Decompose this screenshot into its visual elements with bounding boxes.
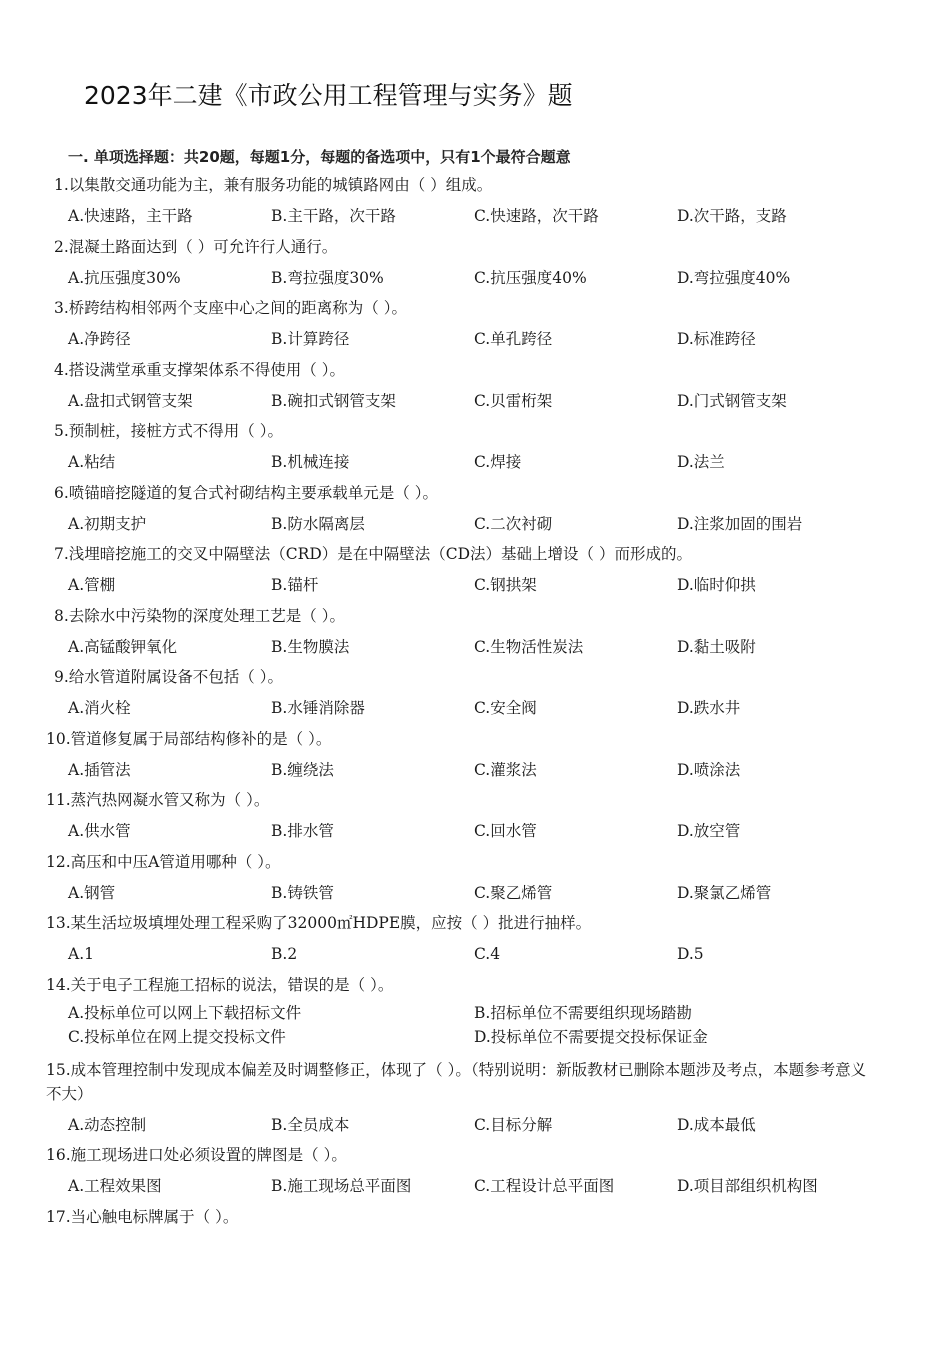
question-stem	[46, 785, 876, 816]
question-number: 5.	[54, 422, 69, 440]
answer-option: C.灌浆法	[474, 760, 537, 779]
answer-option: D.投标单位不需要提交投标保证金	[474, 1027, 708, 1046]
question-text: 管道修复属于局部结构修补的是（ ）。	[70, 729, 332, 748]
option-row	[0, 878, 950, 909]
question-number: 6.	[54, 483, 69, 502]
answer-option: C.抗压强度40%	[474, 268, 587, 287]
answer-option: C.钢拱架	[474, 576, 537, 594]
question-number: 15.	[46, 1060, 71, 1079]
question-text: 施工现场进口处必须设置的牌图是（ ）。	[70, 1146, 347, 1164]
question-number: 3.	[54, 299, 69, 317]
answer-option: A.消火栓	[68, 699, 131, 717]
answer-option: B.计算跨径	[271, 330, 350, 348]
question-item	[0, 908, 950, 970]
answer-option: D.放空管	[677, 822, 741, 840]
question-text: 浅埋暗挖施工的交叉中隔壁法（CRD）是在中隔壁法（CD法）基础上增设（ ）而形成的。	[68, 545, 692, 563]
option-row	[0, 816, 950, 847]
question-item	[0, 970, 950, 1055]
question-number: 2.	[54, 237, 69, 256]
answer-option: C.投标单位在网上提交投标文件	[68, 1027, 286, 1046]
question-text: 成本管理控制中发现成本偏差及时调整修正，体现了（ ）。（特别说明：新版教材已删除本题涉及考点，本题参考意义不大）	[46, 1060, 867, 1103]
answer-option: C.二次衬砌	[474, 514, 553, 533]
option-row	[0, 509, 950, 540]
question-stem	[54, 355, 884, 386]
question-item	[0, 416, 950, 478]
question-item	[0, 662, 950, 724]
answer-option: B.铸铁管	[271, 883, 334, 902]
question-number: 17.	[46, 1207, 71, 1226]
answer-option: B.招标单位不需要组织现场踏勘	[474, 1003, 692, 1022]
answer-option: A.供水管	[68, 822, 131, 840]
question-item	[0, 355, 950, 417]
answer-option: B.防水隔离层	[271, 514, 365, 533]
question-item	[0, 1055, 950, 1141]
question-item	[0, 232, 950, 294]
question-number: 7.	[54, 545, 69, 563]
answer-option: A.工程效果图	[68, 1177, 162, 1195]
option-row	[0, 939, 950, 970]
question-stem	[46, 724, 876, 755]
question-item	[0, 601, 950, 663]
answer-option: B.机械连接	[271, 453, 350, 471]
page-title: 2023年二建《市政公用工程管理与实务》题	[84, 81, 573, 110]
question-text: 高压和中压A管道用哪种（ ）。	[70, 852, 281, 871]
answer-option: A.动态控制	[68, 1115, 147, 1134]
answer-option: A.盘扣式钢管支架	[68, 391, 193, 410]
answer-option: A.初期支护	[68, 514, 147, 533]
question-stem	[54, 293, 884, 324]
answer-option: D.聚氯乙烯管	[677, 883, 772, 902]
question-stem	[46, 1140, 876, 1171]
question-text: 搭设满堂承重支撑架体系不得使用（ ）。	[68, 360, 345, 379]
answer-option: D.次干路，支路	[677, 207, 787, 225]
question-text: 给水管道附属设备不包括（ ）。	[68, 668, 283, 686]
question-item	[0, 785, 950, 847]
answer-option: B.缠绕法	[271, 760, 334, 779]
question-stem	[46, 970, 876, 1001]
question-number: 14.	[46, 975, 71, 994]
answer-option: C.聚乙烯管	[474, 883, 553, 902]
answer-option: D.黏土吸附	[677, 637, 756, 656]
answer-option: A.管棚	[68, 576, 116, 594]
question-number: 12.	[46, 852, 71, 871]
answer-option: B.施工现场总平面图	[271, 1177, 412, 1195]
question-stem	[54, 170, 884, 201]
question-item	[0, 478, 950, 540]
answer-option: B.水锤消除器	[271, 699, 365, 717]
question-item	[0, 170, 950, 232]
answer-option: B.2	[271, 945, 298, 963]
question-stem	[54, 539, 884, 570]
answer-option: B.排水管	[271, 822, 334, 840]
question-stem	[54, 232, 884, 263]
question-item	[0, 539, 950, 601]
question-stem	[46, 847, 876, 878]
option-row	[0, 324, 950, 355]
answer-option: C.贝雷桁架	[474, 391, 553, 410]
answer-option: B.锚杆	[271, 576, 319, 594]
question-list	[0, 170, 950, 1233]
question-item	[0, 293, 950, 355]
option-row	[0, 570, 950, 601]
question-number: 11.	[46, 791, 71, 809]
question-text: 当心触电标牌属于（ ）。	[70, 1207, 239, 1226]
question-text: 桥跨结构相邻两个支座中心之间的距离称为（ ）。	[68, 299, 407, 317]
answer-option: C.回水管	[474, 822, 537, 840]
answer-option: D.临时仰拱	[677, 576, 756, 594]
question-stem	[54, 662, 884, 693]
option-row	[0, 1110, 950, 1141]
answer-option: C.生物活性炭法	[474, 637, 584, 656]
answer-option: D.喷涂法	[677, 760, 741, 779]
answer-option: A.投标单位可以网上下载招标文件	[68, 1003, 302, 1022]
answer-option: D.跌水井	[677, 699, 741, 717]
question-text: 喷锚暗挖隧道的复合式衬砌结构主要承载单元是（ ）。	[68, 483, 438, 502]
question-text: 混凝土路面达到（ ）可允许行人通行。	[68, 237, 338, 256]
answer-option: B.碗扣式钢管支架	[271, 391, 396, 410]
answer-option: D.标准跨径	[677, 330, 756, 348]
question-number: 1.	[54, 176, 69, 194]
answer-option: A.插管法	[68, 760, 131, 779]
answer-option: D.弯拉强度40%	[677, 268, 791, 287]
answer-option: C.目标分解	[474, 1115, 553, 1134]
question-item	[0, 847, 950, 909]
answer-option: C.焊接	[474, 453, 522, 471]
question-text: 去除水中污染物的深度处理工艺是（ ）。	[68, 606, 345, 625]
option-row	[0, 263, 950, 294]
answer-option: A.抗压强度30%	[68, 268, 181, 287]
question-number: 13.	[46, 914, 71, 932]
option-row	[0, 201, 950, 232]
answer-option: B.全员成本	[271, 1115, 350, 1134]
answer-option: A.高锰酸钾氧化	[68, 637, 178, 656]
answer-option: D.项目部组织机构图	[677, 1177, 818, 1195]
answer-option: A.钢管	[68, 883, 116, 902]
question-stem	[54, 416, 884, 447]
answer-option: B.弯拉强度30%	[271, 268, 384, 287]
question-number: 4.	[54, 360, 69, 379]
option-row	[0, 693, 950, 724]
answer-option: D.法兰	[677, 453, 725, 471]
question-stem	[46, 1202, 876, 1233]
question-stem	[46, 1055, 876, 1110]
question-item	[0, 1140, 950, 1202]
question-text: 某生活垃圾填埋处理工程采购了32000㎡HDPE膜，应按（ ）批进行抽样。	[70, 914, 592, 932]
option-row	[0, 447, 950, 478]
option-row	[0, 1171, 950, 1202]
question-item	[0, 724, 950, 786]
answer-option: A.1	[68, 945, 94, 963]
question-text: 蒸汽热网凝水管又称为（ ）。	[70, 791, 270, 809]
answer-option: C.4	[474, 945, 501, 963]
option-row	[0, 632, 950, 663]
answer-option: C.安全阀	[474, 699, 537, 717]
answer-option: C.单孔跨径	[474, 330, 553, 348]
question-text: 关于电子工程施工招标的说法，错误的是（ ）。	[70, 975, 394, 994]
option-row	[0, 755, 950, 786]
option-row	[0, 1001, 950, 1025]
answer-option: B.主干路，次干路	[271, 207, 396, 225]
question-stem	[54, 478, 884, 509]
answer-option: A.粘结	[68, 453, 116, 471]
section-heading: 一. 单项选择题：共20题，每题1分，每题的备选项中，只有1个最符合题意	[68, 148, 571, 166]
question-number: 9.	[54, 668, 69, 686]
question-text: 以集散交通功能为主，兼有服务功能的城镇路网由（ ）组成。	[68, 176, 493, 194]
answer-option: D.门式钢管支架	[677, 391, 787, 410]
question-number: 16.	[46, 1146, 71, 1164]
answer-option: C.快速路，次干路	[474, 207, 599, 225]
answer-option: C.工程设计总平面图	[474, 1177, 615, 1195]
answer-option: A.净跨径	[68, 330, 131, 348]
option-row	[0, 1025, 950, 1049]
question-stem	[46, 908, 876, 939]
answer-option: D.成本最低	[677, 1115, 756, 1134]
question-item	[0, 1202, 950, 1233]
answer-option: A.快速路，主干路	[68, 207, 193, 225]
question-number: 10.	[46, 729, 71, 748]
answer-option: D.5	[677, 945, 704, 963]
question-number: 8.	[54, 606, 69, 625]
question-text: 预制桩，接桩方式不得用（ ）。	[68, 422, 283, 440]
option-row	[0, 386, 950, 417]
question-stem	[54, 601, 884, 632]
answer-option: D.注浆加固的围岩	[677, 514, 803, 533]
answer-option: B.生物膜法	[271, 637, 350, 656]
